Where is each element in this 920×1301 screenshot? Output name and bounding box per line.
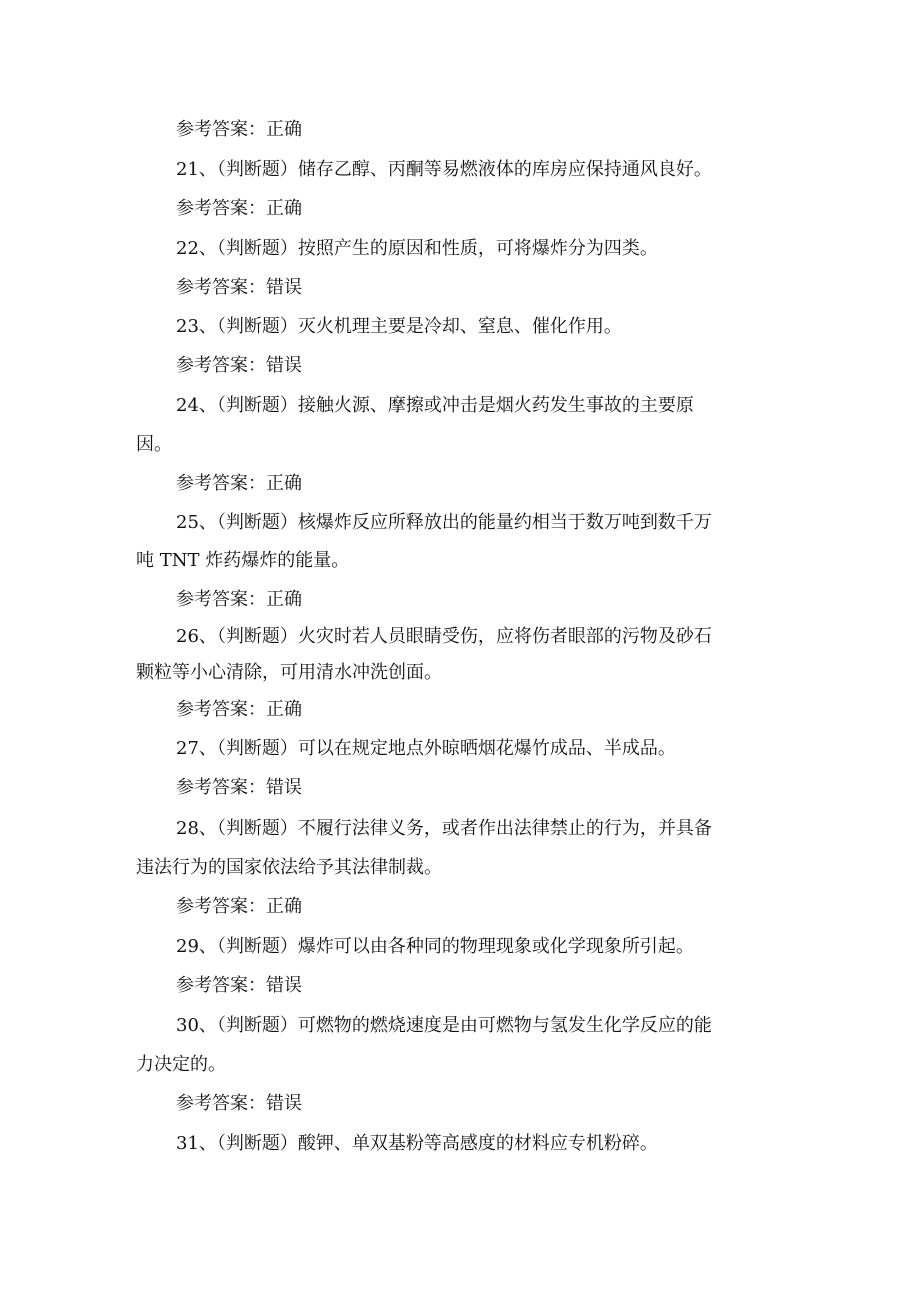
answer-line: 参考答案：正确 (176, 896, 302, 917)
question-21: 21、（判断题）储存乙醇、丙酮等易燃液体的库房应保持通风良好。 (176, 159, 712, 180)
question-28-continued: 违法行为的国家依法给予其法律制裁。 (136, 857, 442, 878)
question-24: 24、（判断题）接触火源、摩擦或冲击是烟火药发生事故的主要原 (176, 395, 694, 416)
question-24-continued: 因。 (136, 434, 172, 455)
question-25: 25、（判断题）核爆炸反应所释放出的能量约相当于数万吨到数千万 (176, 512, 712, 533)
question-23: 23、（判断题）灭火机理主要是冷却、窒息、催化作用。 (176, 316, 622, 337)
question-22: 22、（判断题）按照产生的原因和性质，可将爆炸分为四类。 (176, 238, 658, 259)
answer-line: 参考答案：正确 (176, 119, 302, 140)
question-31: 31、（判断题）酸钾、单双基粉等高感度的材料应专机粉碎。 (176, 1133, 658, 1154)
question-28: 28、（判断题）不履行法律义务，或者作出法律禁止的行为，并具备 (176, 818, 712, 839)
answer-line: 参考答案：正确 (176, 473, 302, 494)
question-27: 27、（判断题）可以在规定地点外晾晒烟花爆竹成品、半成品。 (176, 738, 676, 759)
question-26-continued: 颗粒等小心清除，可用清水冲洗创面。 (136, 662, 442, 683)
answer-line: 参考答案：正确 (176, 699, 302, 720)
answer-line: 参考答案：错误 (176, 777, 302, 798)
question-25-continued: 吨 TNT 炸药爆炸的能量。 (136, 550, 350, 571)
answer-line: 参考答案：错误 (176, 1093, 302, 1114)
answer-line: 参考答案：错误 (176, 355, 302, 376)
question-30: 30、（判断题）可燃物的燃烧速度是由可燃物与氢发生化学反应的能 (176, 1015, 712, 1036)
answer-line: 参考答案：错误 (176, 975, 302, 996)
answer-line: 参考答案：正确 (176, 198, 302, 219)
question-30-continued: 力决定的。 (136, 1054, 226, 1075)
question-26: 26、（判断题）火灾时若人员眼睛受伤，应将伤者眼部的污物及砂石 (176, 626, 712, 647)
question-29: 29、（判断题）爆炸可以由各种同的物理现象或化学现象所引起。 (176, 936, 694, 957)
answer-line: 参考答案：错误 (176, 277, 302, 298)
answer-line: 参考答案：正确 (176, 589, 302, 610)
